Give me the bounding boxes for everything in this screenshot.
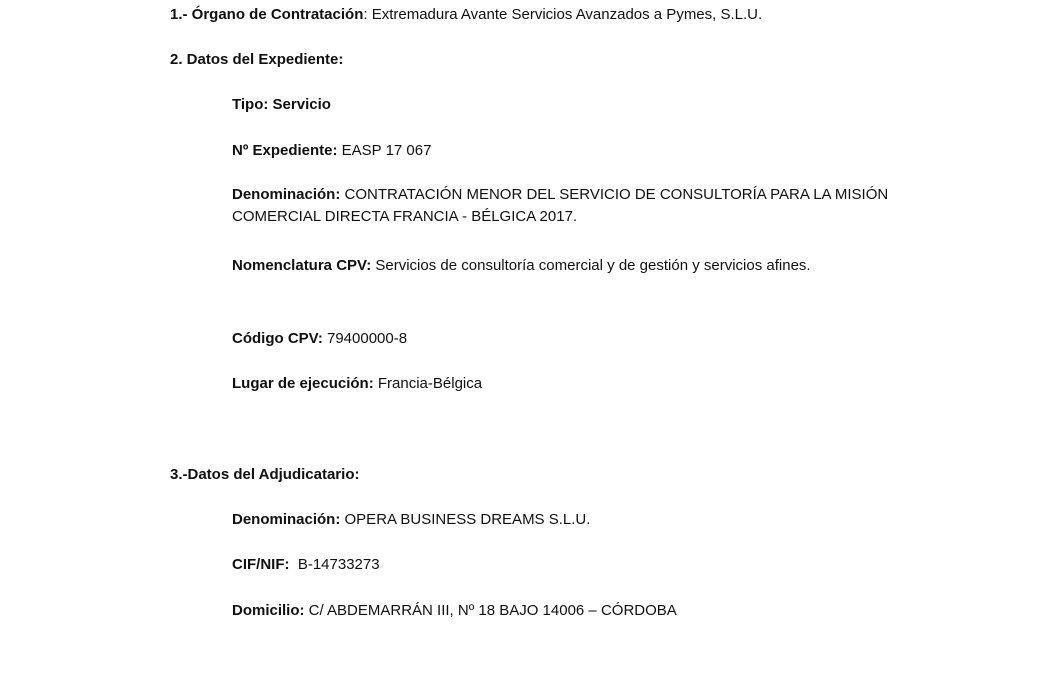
nomenclatura-cpv-value: Servicios de consultoría comercial y de gestión y servicios afines. bbox=[371, 257, 811, 274]
tipo-line bbox=[232, 94, 331, 116]
codigo-cpv-label: Código CPV: bbox=[232, 330, 323, 347]
datos-adjudicatario-heading: 3.-Datos del Adjudicatario: bbox=[170, 466, 360, 483]
lugar-ejecucion-line bbox=[232, 373, 482, 395]
denominacion-expediente-block bbox=[232, 184, 897, 228]
nomenclatura-cpv-label: Nomenclatura CPV: bbox=[232, 257, 372, 274]
cif-nif-label: CIF/NIF: bbox=[232, 556, 290, 573]
organo-contratacion-value: : Extremadura Avante Servicios Avanzados a Pymes, S.L.U. bbox=[363, 6, 763, 23]
lugar-ejecucion-value: Francia-Bélgica bbox=[373, 375, 483, 392]
organo-contratacion-label: 1.- Órgano de Contratación bbox=[170, 6, 364, 23]
denominacion-adjudicatario-line bbox=[232, 509, 590, 531]
domicilio-line bbox=[232, 600, 677, 622]
domicilio-value: C/ ABDEMARRÁN III, Nº 18 BAJO 14006 – CÓRDOBA bbox=[304, 602, 677, 619]
domicilio-label: Domicilio: bbox=[232, 602, 305, 619]
denominacion-adjudicatario-label: Denominación: bbox=[232, 511, 341, 528]
codigo-cpv-value: 79400000-8 bbox=[322, 330, 408, 347]
expediente-line bbox=[232, 140, 431, 162]
codigo-cpv-line bbox=[232, 328, 407, 350]
cif-nif-value: B-14733273 bbox=[289, 556, 380, 573]
denominacion-expediente-value: CONTRATACIÓN MENOR DEL SERVICIO DE CONSULTORÍA PARA LA MISIÓN COMERCIAL DIRECTA FRANCIA - BÉLGICA 2017. bbox=[232, 186, 889, 225]
expediente-value: EASP 17 067 bbox=[337, 142, 432, 159]
nomenclatura-cpv-block bbox=[232, 252, 889, 280]
organo-contratacion-line bbox=[170, 4, 762, 26]
denominacion-adjudicatario-value: OPERA BUSINESS DREAMS S.L.U. bbox=[340, 511, 591, 528]
cif-nif-line bbox=[232, 554, 380, 576]
datos-expediente-heading: 2. Datos del Expediente: bbox=[170, 51, 344, 68]
tipo-label: Tipo: Servicio bbox=[232, 96, 331, 113]
denominacion-expediente-label: Denominación: bbox=[232, 186, 341, 203]
expediente-label: Nº Expediente: bbox=[232, 142, 338, 159]
lugar-ejecucion-label: Lugar de ejecución: bbox=[232, 375, 374, 392]
